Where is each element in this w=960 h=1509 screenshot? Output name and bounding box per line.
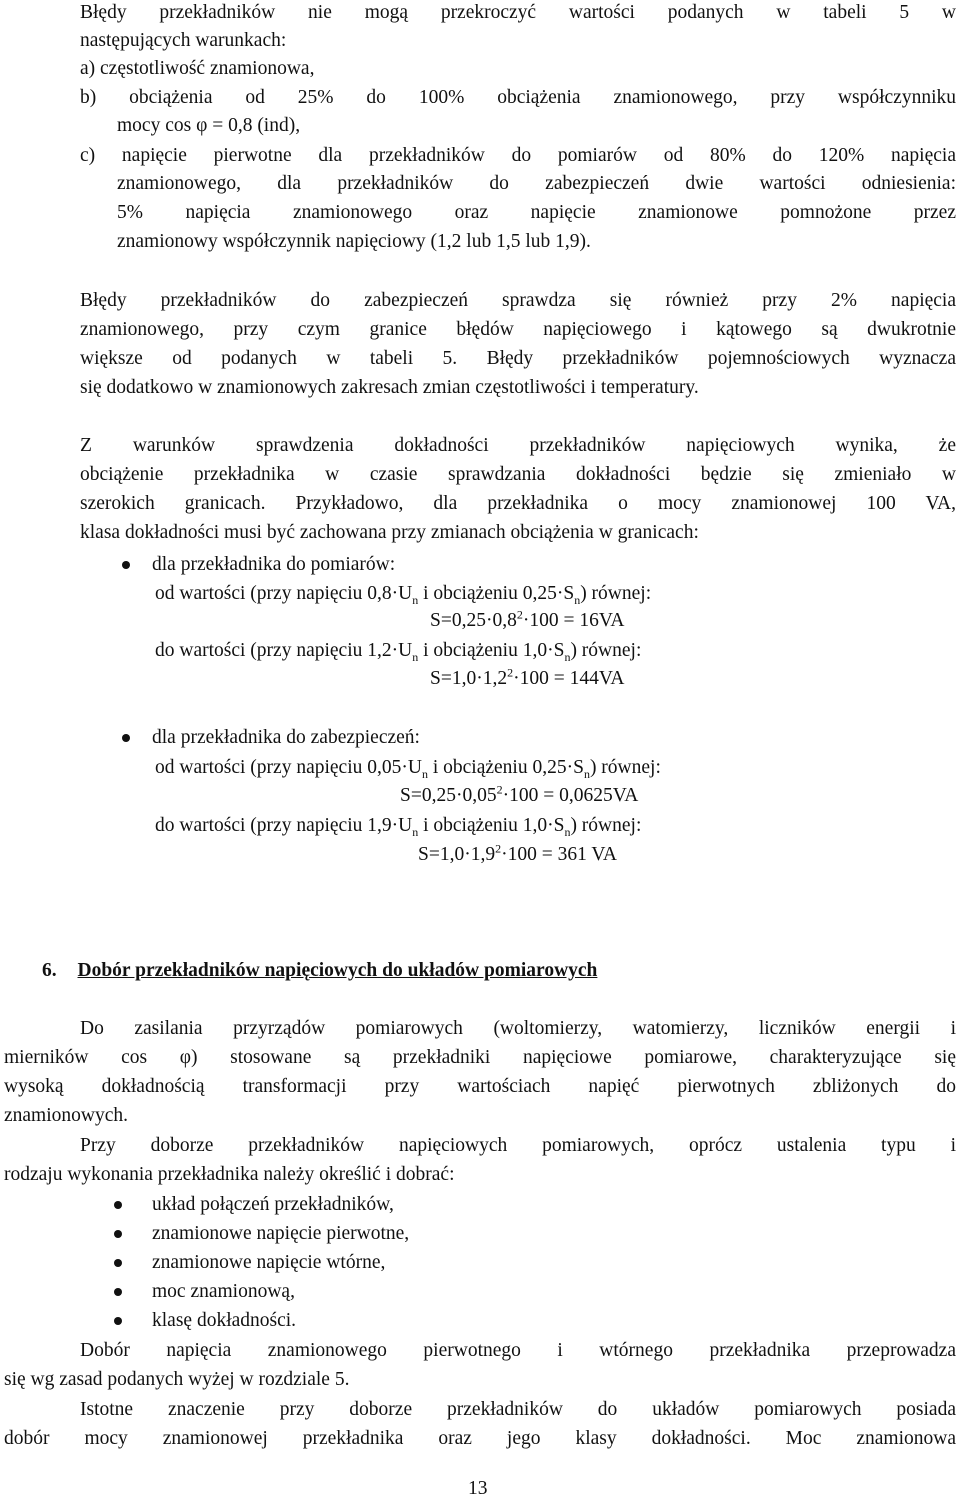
bullet-icon <box>114 1259 122 1267</box>
bullet-icon <box>114 1317 122 1325</box>
para5-line-1: Przy doborze przekładników napięciowych pomiarowych, oprócz ustalenia typu i <box>80 1135 956 1156</box>
list-item: klasę dokładności. <box>152 1310 297 1331</box>
bullet-icon <box>114 1230 122 1238</box>
para2-line-4: się dodatkowo w znamionowych zakresach zmian częstotliwości i temperatury. <box>80 377 699 398</box>
list-item: znamionowe napięcie pierwotne, <box>152 1223 410 1244</box>
para3-line-3: szerokich granicach. Przykładowo, dla przekładnika o mocy znamionowej 100 VA, <box>80 493 956 514</box>
bullet-icon <box>114 1288 122 1296</box>
section-number: 6. <box>42 960 57 981</box>
para4-line-2: mierników cos φ) stosowane są przekładniki napięciowe pomiarowe, charakteryzujące się <box>4 1047 956 1068</box>
section-heading <box>42 958 597 984</box>
list-item: układ połączeń przekładników, <box>152 1194 394 1215</box>
protect-title: dla przekładnika do zabezpieczeń: <box>152 727 420 748</box>
intro-line-1: Błędy przekładników nie mogą przekroczyć wartości podanych w tabeli 5 w <box>80 2 956 23</box>
page-number: 13 <box>468 1478 488 1499</box>
list-item-c-line-3: 5% napięcia znamionowego oraz napięcie znamionowe pomnożone przez <box>117 202 956 223</box>
measure-row-1: od wartości (przy napięciu $0,8\cdot U_n$ i obciążeniu $0,25\cdot S_n$) równej: <box>155 583 652 607</box>
bullet-icon <box>122 734 130 742</box>
list-item-c-line-2: znamionowego, dla przekładników do zabezpieczeń dwie wartości odniesienia: <box>117 173 956 194</box>
para2-line-2: znamionowego, przy czym granice błędów napięciowego i kątowego są dwukrotnie <box>80 319 956 340</box>
para6-line-1: Dobór napięcia znamionowego pierwotnego i wtórnego przekładnika przeprowadza <box>80 1340 956 1361</box>
list-item: znamionowe napięcie wtórne, <box>152 1252 386 1273</box>
protect-formula-1: $S=0,25\cdot 0,05^2\cdot 100 = 0,0625VA$ <box>400 782 639 806</box>
protect-formula-2: $S=1,0\cdot 1,9^2\cdot 100 = 361$ VA <box>418 841 618 865</box>
para4-line-1: Do zasilania przyrządów pomiarowych (woltomierzy, watomierzy, liczników energii i <box>80 1018 956 1039</box>
measure-row-2: do wartości (przy napięciu $1,2\cdot U_n$ i obciążeniu $1,0\cdot S_n$) równej: <box>155 640 642 664</box>
para3-line-4: klasa dokładności musi być zachowana przy zmianach obciążenia w granicach: <box>80 522 699 543</box>
list-item-b-line-1: b) obciążenia od 25% do 100% obciążenia znamionowego, przy współczynniku <box>80 87 956 108</box>
list-item-c-line-4: znamionowy współczynnik napięciowy (1,2 lub 1,5 lub 1,9). <box>117 231 591 252</box>
intro-line-2: następujących warunkach: <box>80 30 287 51</box>
bullet-icon <box>114 1201 122 1209</box>
list-item-c-line-1: c) napięcie pierwotne dla przekładników do pomiarów od 80% do 120% napięcia <box>80 145 956 166</box>
para3-line-1: Z warunków sprawdzenia dokładności przekładników napięciowych wynika, że <box>80 435 956 456</box>
para5-line-2: rodzaju wykonania przekładnika należy określić i dobrać: <box>4 1164 455 1185</box>
list-item-a: a) częstotliwość znamionowa, <box>80 58 315 79</box>
measure-formula-1: $S=0,25\cdot 0,8^2\cdot 100 = 16VA$ <box>430 607 625 631</box>
bullet-icon <box>122 561 130 569</box>
protect-row-1: od wartości (przy napięciu $0,05\cdot U_n$ i obciążeniu $0,25\cdot S_n$) równej: <box>155 757 661 781</box>
measure-formula-2: $S=1,0\cdot 1,2^2\cdot 100 = 144VA$ <box>430 665 625 689</box>
para4-line-4: znamionowych. <box>4 1105 129 1126</box>
para6-line-2: się wg zasad podanych wyżej w rozdziale 5. <box>4 1369 350 1390</box>
measure-title: dla przekładnika do pomiarów: <box>152 554 396 575</box>
para2-line-1: Błędy przekładników do zabezpieczeń sprawdza się również przy 2% napięcia <box>80 290 956 311</box>
list-item-b-line-2: mocy cos φ = 0,8 (ind), <box>117 115 301 136</box>
protect-row-2: do wartości (przy napięciu $1,9\cdot U_n$ i obciążeniu $1,0\cdot S_n$) równej: <box>155 815 642 839</box>
para4-line-3: wysoką dokładnością transformacji przy wartościach napięć pierwotnych zbliżonych do <box>4 1076 956 1097</box>
para7-line-1: Istotne znaczenie przy doborze przekładników do układów pomiarowych posiada <box>80 1399 956 1420</box>
para3-line-2: obciążenie przekładnika w czasie sprawdzania dokładności będzie się zmieniało w <box>80 464 956 485</box>
para7-line-2: dobór mocy znamionowej przekładnika oraz jego klasy dokładności. Moc znamionowa <box>4 1428 956 1449</box>
section-title: Dobór przekładników napięciowych do układów pomiarowych <box>77 960 598 981</box>
para2-line-3: większe od podanych w tabeli 5. Błędy przekładników pojemnościowych wyznacza <box>80 348 956 369</box>
list-item: moc znamionową, <box>152 1281 295 1302</box>
